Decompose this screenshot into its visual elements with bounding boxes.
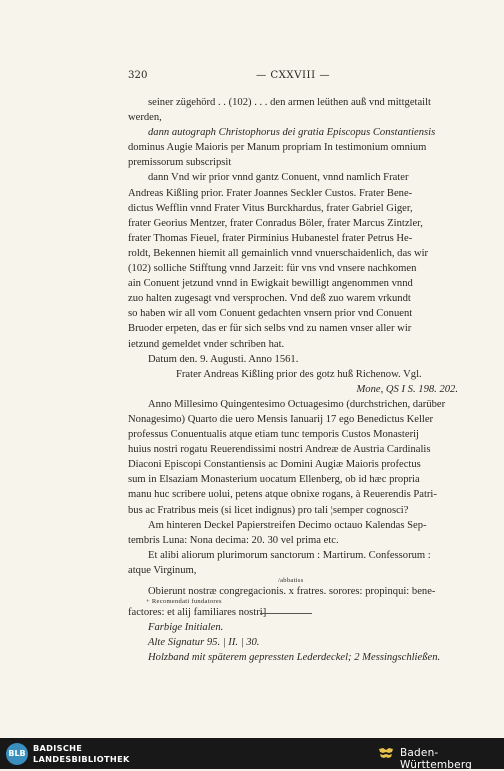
text-line: werden,	[128, 112, 162, 124]
text-line: sum in Elsaziam Monasterium uocatum Ellenberg, ob id hæc propria	[128, 474, 420, 486]
text-line: Farbige Initialen.	[148, 622, 224, 634]
library-name-line-2: LANDESBIBLIOTHEK	[33, 754, 130, 764]
text-line: Diaconi Episcopi Constantiensis ac Domini Augiæ Maioris profectus	[128, 459, 421, 471]
text-line: Datum den. 9. Augusti. Anno 1561.	[148, 353, 299, 365]
text-line: dominus Augie Maioris per Manum propriam In testimonium omnium	[128, 142, 427, 154]
text-line: frater Thomas Fieuel, frater Pirminius Hubanestel frater Petrus He-	[128, 232, 413, 244]
page-header	[128, 70, 458, 84]
text-line: huius nostri rogatu Reuerendissimi nostri Andreæ de Austria Cardinalis	[128, 444, 431, 456]
text-line: Et alibi aliorum plurimorum sanctorum : Martirum. Confessorum :	[148, 549, 431, 561]
text-line: premissorum subscripsit	[128, 157, 232, 169]
body-text	[128, 95, 458, 665]
text-line: dann autograph Christophorus dei gratia Episcopus Constantiensis	[148, 127, 436, 139]
blb-logo-icon[interactable]: BLB	[6, 743, 28, 765]
text-line: (102) solliche Stifftung vnnd Jarzeit: für vns vnd vnsere nachkomen	[128, 263, 417, 275]
text-line: dann Vnd wir prior vnnd gantz Conuent, vnnd namlich Frater	[148, 172, 409, 184]
text-line: Anno Millesimo Quingentesimo Octuagesimo (durchstrichen, darüber	[148, 398, 446, 410]
text-line: factores: et alij familiares nostri]	[128, 607, 267, 619]
text-line: Nonagesimo) Quarto die uero Mensis Ianuarij 17 ego Benedictus Keller	[128, 413, 434, 425]
library-name-line-1: BADISCHE	[33, 743, 83, 753]
text-line: professus Conuentualis atque etiam tunc temporis Custos Monasterij	[128, 429, 419, 441]
footer-bar	[0, 738, 504, 769]
text-line: Frater Andreas Kißling prior des gotz huß Richenow. Vgl.	[176, 368, 422, 380]
text-line: so haben wir all vom Conuent gedachten vnsern prior vnd Conuent	[128, 308, 413, 320]
text-line: seiner zügehörd . . (102) . . . den armen leüthen auß vnd mittgetailt	[148, 97, 432, 108]
text-line: atque Virginum,	[128, 564, 197, 576]
library-name[interactable]	[33, 743, 130, 765]
page-title: — CXXVIII —	[255, 70, 331, 81]
text-line: zuo halten zugesagt vnd versprochen. Vnd deß zuo warem vrkundt	[128, 293, 411, 305]
text-line: ain Conuent jetzund vnnd in Ewigkait bewilligt angenommen vnnd	[128, 278, 413, 290]
section-divider	[260, 613, 312, 614]
interlinear-note: + Recomendati fundatores	[146, 598, 222, 606]
text-line: frater Georius Mentzer, frater Conradus Böler, frater Marcus Zintzler,	[128, 217, 423, 229]
text-line: Am hinteren Deckel Papierstreifen Decimo octauo Kalendas Sep-	[148, 519, 427, 531]
text-line: dictus Wefflin vnnd Frater Vitus Burckhardus, frater Gabriel Giger,	[128, 202, 413, 214]
text-line: Andreas Kißling prior. Frater Joannes Seckler Custos. Frater Bene-	[128, 187, 413, 199]
text-line: tembris Luna: Nona decima: 20. 30 vel prima etc.	[128, 534, 339, 546]
text-line: bus ac Fratribus meis (si licet indignus) pro tali ¦semper cognosci?	[128, 504, 409, 516]
text-line: roldt, Bekennen hiemit all gemainlich vnnd vnuerschaidenlich, das wir	[128, 247, 429, 259]
text-line: Alte Signatur 95. | II. | 30.	[148, 637, 260, 649]
text-line: Holzband mit späterem gepressten Lederdeckel; 2 Messingschließen.	[148, 652, 441, 664]
text-line: Mone, QS I S. 198. 202.	[356, 383, 458, 395]
page-number: 320	[128, 70, 148, 81]
text-line: Bruoder erpeten, das er für sich selbs vnd zu namen vnser aller wir	[128, 323, 412, 335]
state-name[interactable]: Baden-Württemberg	[400, 747, 473, 771]
text-line: ietzund gemeldet vnder schriben hat.	[128, 338, 285, 350]
interlinear-note: /abbatiss	[278, 577, 304, 584]
text-line: Obierunt nostræ congregacionis. x fratres. sorores: propinqui: bene-	[148, 586, 436, 597]
text-line: manu huc scribere uolui, petens atque obnixe rogans, à Reuerendis Patri-	[128, 489, 437, 501]
coat-of-arms-icon	[378, 745, 394, 761]
